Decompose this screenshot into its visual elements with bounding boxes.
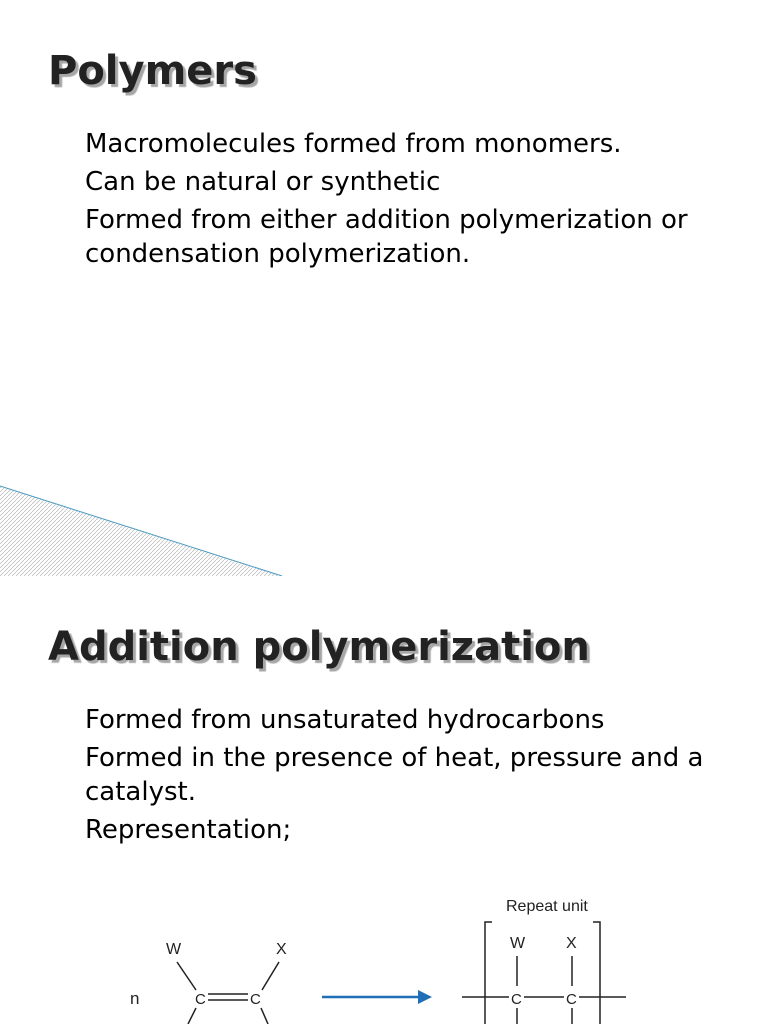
monomer-w-label: W — [166, 941, 182, 958]
polymer-carbon-left: C — [511, 991, 522, 1008]
bullet-list — [85, 703, 745, 851]
slide-title: Addition polymerization — [48, 624, 590, 670]
bond-x-c — [262, 962, 279, 990]
monomer-carbon-right: C — [250, 991, 261, 1008]
reaction-arrow-icon — [418, 990, 432, 1004]
bullet-item: Formed in the presence of heat, pressure and a catalyst. — [85, 743, 704, 807]
monomer-carbon-left: C — [195, 991, 206, 1008]
bracket-left — [485, 922, 492, 1024]
monomer-x-label: X — [276, 941, 287, 958]
bond-w-c — [177, 962, 196, 990]
polymer-w-label: W — [510, 935, 526, 952]
bullet-item: Representation; — [85, 815, 292, 845]
slide-title: Polymers — [48, 48, 257, 94]
polymer-carbon-right: C — [566, 991, 577, 1008]
corner-decoration — [0, 476, 290, 576]
repeat-unit-label: Repeat unit — [506, 898, 588, 915]
bracket-right — [593, 922, 600, 1024]
coefficient-n: n — [130, 989, 140, 1008]
polymer-x-label: X — [566, 935, 577, 952]
polymerization-diagram — [0, 886, 768, 1024]
bullet-item: Macromolecules formed from monomers. — [85, 129, 622, 159]
slide-addition-polymerization — [0, 576, 768, 1024]
bullet-item: Can be natural or synthetic — [85, 167, 441, 197]
bond-lower-left — [188, 1008, 196, 1024]
bullet-item: Formed from either addition polymerization or condensation polymerization. — [85, 205, 688, 269]
bullet-list — [85, 127, 745, 275]
bullet-item: Formed from unsaturated hydrocarbons — [85, 705, 605, 735]
bond-lower-right — [261, 1008, 268, 1024]
